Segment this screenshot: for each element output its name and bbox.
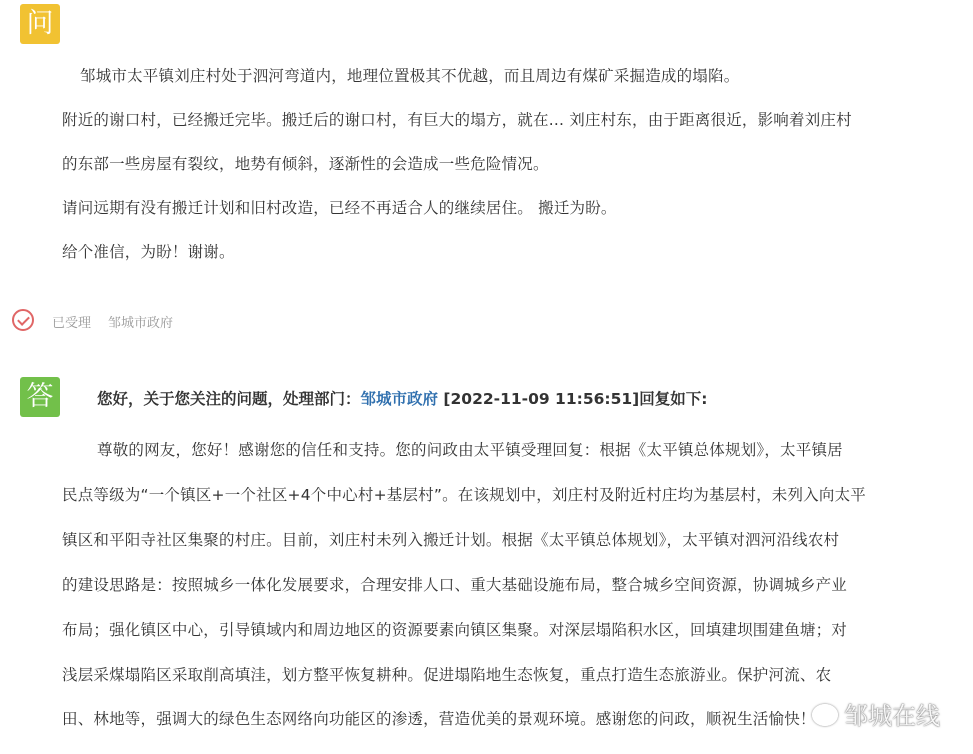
status-department: 邹城市政府 [108, 316, 174, 331]
reply-header-prefix: 您好，关于您关注的问题，处理部门： [97, 390, 361, 408]
check-circle-icon [12, 309, 34, 331]
answer-line: 田、林地等，强调大的绿色生态网络向功能区的渗透，营造优美的景观环境。感谢您的问政，顺祝生活愉快！ [62, 710, 816, 728]
wechat-icon [812, 704, 838, 726]
reply-header [97, 387, 707, 409]
question-line: 邹城市太平镇刘庄村处于泗河弯道内，地理位置极其不优越，而且周边有煤矿采掘造成的塌陷。 [80, 67, 740, 85]
answer-line: 布局；强化镇区中心，引导镇域内和周边地区的资源要素向镇区集聚。对深层塌陷积水区，回填建坝围建鱼塘；对 [62, 621, 848, 639]
question-line: 给个准信，为盼！谢谢。 [62, 243, 235, 261]
question-line: 请问远期有没有搬迁计划和旧村改造，已经不再适合人的继续居住。 搬迁为盼。 [62, 199, 617, 217]
watermark-text: 邹城在线 [844, 702, 940, 730]
answer-line: 浅层采煤塌陷区采取削高填洼，划方整平恢复耕种。促进塌陷地生态恢复，重点打造生态旅游业。保护河流、农 [62, 666, 832, 684]
reply-header-suffix: [2022-11-09 11:56:51]回复如下: [438, 390, 708, 408]
answer-line: 的建设思路是：按照城乡一体化发展要求，合理安排人口、重大基础设施布局，整合城乡空间资源，协调城乡产业 [62, 576, 848, 594]
answer-line: 尊敬的网友，您好！感谢您的信任和支持。您的问政由太平镇受理回复：根据《太平镇总体规划》，太平镇居 [97, 441, 843, 459]
answer-badge: 答 [20, 377, 60, 417]
question-badge: 问 [20, 4, 60, 44]
answer-line: 民点等级为“一个镇区+一个社区+4个中心村+基层村”。在该规划中，刘庄村及附近村庄均为基层村，未列入向太平 [62, 486, 866, 504]
question-line: 的东部一些房屋有裂纹，地势有倾斜，逐渐性的会造成一些危险情况。 [62, 155, 549, 173]
status-label: 已受理 [52, 316, 92, 331]
question-line: 附近的谢口村，已经搬迁完毕。搬迁后的谢口村，有巨大的塌方，就在... 刘庄村东，由于距离很近，影响着刘庄村 [62, 111, 852, 129]
reply-department-link[interactable]: 邹城市政府 [360, 390, 439, 408]
answer-line: 镇区和平阳寺社区集聚的村庄。目前，刘庄村未列入搬迁计划。根据《太平镇总体规划》，太平镇对泗河沿线农村 [62, 531, 840, 549]
watermark [812, 696, 940, 731]
